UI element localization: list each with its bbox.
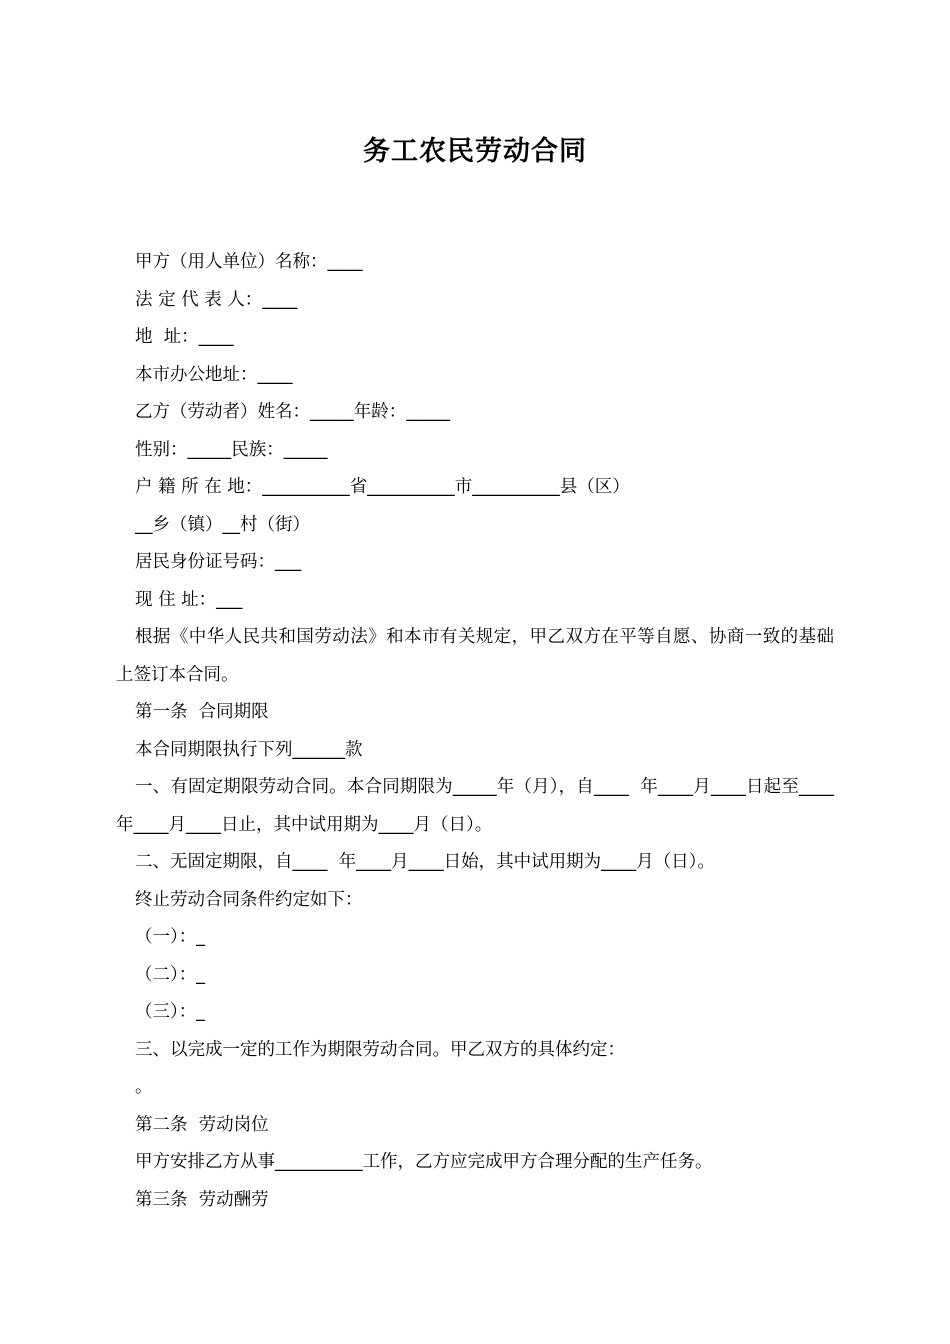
page-title: 务工农民劳动合同 bbox=[363, 136, 587, 167]
termination-item-3: （三）：_ bbox=[135, 1002, 205, 1022]
preamble-paragraph: 根据《中华人民共和国劳动法》和本市有关规定，甲乙双方在平等自愿、协商一致的基础上签订本合同。 bbox=[116, 627, 834, 685]
current-address-line: 现 住 址：___ bbox=[135, 589, 243, 610]
fixed-term-paragraph: 一、有固定期限劳动合同。本合同期限为_____年（月），自____ 年____月____日起至____ 年____月____日止，其中试用期为____月（日）。 bbox=[116, 777, 846, 835]
open-term-paragraph: 二、无固定期限，自____ 年____月____日始，其中试用期为____月（日）。 bbox=[135, 852, 715, 872]
gender-ethnicity-line: 性别：_____民族：_____ bbox=[135, 439, 328, 460]
township-village-line: __乡（镇）__村（街） bbox=[135, 514, 310, 535]
document-body bbox=[116, 244, 846, 1219]
termination-item-1: （一）：_ bbox=[135, 927, 205, 947]
task-based-term-continuation: 。 bbox=[135, 1077, 153, 1097]
article-2-heading: 第二条 劳动岗位 bbox=[135, 1114, 269, 1135]
legal-representative-line: 法 定 代 表 人：____ bbox=[135, 289, 298, 310]
party-b-name-age-line: 乙方（劳动者）姓名：_____年龄：_____ bbox=[135, 402, 450, 422]
household-registration-line: 户 籍 所 在 地：__________省__________市__________县（区） bbox=[135, 477, 630, 497]
id-number-line: 居民身份证号码：___ bbox=[135, 552, 302, 572]
article-3-heading: 第三条 劳动酬劳 bbox=[135, 1189, 269, 1210]
office-address-line: 本市办公地址：____ bbox=[135, 364, 293, 385]
contract-term-clause-line: 本合同期限执行下列______款 bbox=[135, 739, 363, 760]
termination-conditions-line: 终止劳动合同条件约定如下： bbox=[135, 889, 363, 910]
article-1-heading: 第一条 合同期限 bbox=[135, 702, 269, 722]
address-line: 地 址：____ bbox=[135, 327, 234, 347]
party-a-name-line: 甲方（用人单位）名称：____ bbox=[135, 252, 363, 272]
job-assignment-paragraph: 甲方安排乙方从事__________工作，乙方应完成甲方合理分配的生产任务。 bbox=[135, 1152, 713, 1172]
task-based-term-paragraph: 三、以完成一定的工作为期限劳动合同。甲乙双方的具体约定： bbox=[135, 1039, 625, 1060]
termination-item-2: （二）：_ bbox=[135, 964, 205, 985]
